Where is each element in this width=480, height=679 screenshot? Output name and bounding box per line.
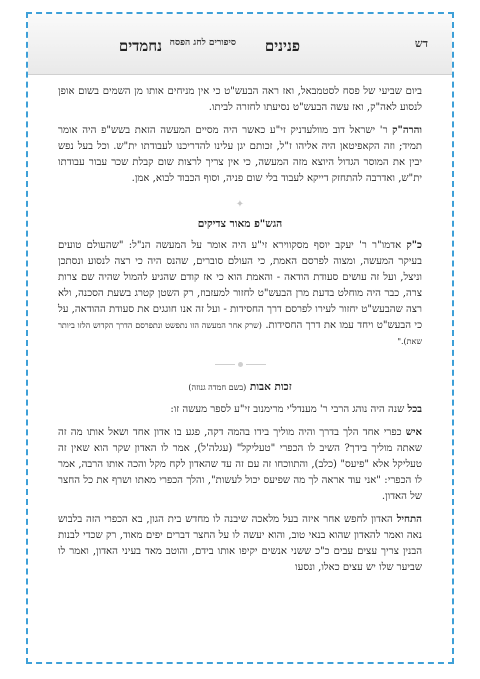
paragraph-opening: בכל xyxy=(407,404,422,415)
section-divider xyxy=(58,357,422,379)
paragraph-opening: איש xyxy=(405,427,423,438)
paragraph-note: (שרק אחר המעשה הזו נתפשט ונתפרסם הדרך הקדוש הלזו ביותר שאת)." xyxy=(58,321,422,346)
book-subtitle: סיפורים לחג הפסח xyxy=(169,38,236,48)
paragraph: איש כפרי אחד הלך בדרך והיה מוליך בידו בהמה דקה, פגע בו אדון אחד ושאל אותו מה זה שאתה מוליך בידך? השיב לו הכפרי "טעליקל" (עגלה'ל), אמר לו האדון שקר הוא שאין זה טעליקל אלא "פיעס" (כלב), והתווכחו זה עם זה עד שהאדון לקח מקל והכה אותו הרבה, אמר לו הכפרי: "אני עוד אראה לך מה שפיעס יכול לעשות", והלך הכפרי מאתו ושרף את כל החצר של האדון. xyxy=(58,427,423,502)
paragraph: והרה"ק ר' ישראל דוב מוולעדניק זי"ע כאשר היה מסיים המעשה הזאת בשש"פ היה אומר תמיד; וזה הקאפיטאן היה אליהו ז"ל, זכותם יגן עלינו להדריכנו לעבודתו ית"ש. וכל בעל נפש יבין את המוסר הגדול היוצא מזה המעשה, כי אין צריך לרצות שום קבלת שכר עבור עבודתו ית"ש, ואדרבה להתחזק דייקא לעבוד בלי שום פניה, וסוף הכבוד לבוא, אמן. xyxy=(58,125,422,184)
paragraph: ביום שביעי של פסח לסטמבאל, ואז ראה הבעש"ט כי אין מניחים אותו מן השמים בשום אופן לנסוע לאה"ק, ואז עשה הבעש"ט נסיעתו לחזרה לביתו. xyxy=(58,86,422,113)
dot-ornament-icon xyxy=(238,362,243,367)
section-note: (בשם חמדה גנוזה) xyxy=(188,383,247,392)
book-topic: נחמדים xyxy=(118,37,162,55)
page-label: דש xyxy=(414,37,428,50)
running-header xyxy=(28,14,452,75)
paragraph-opening: התחיל xyxy=(396,514,422,525)
diamond-ornament-icon: ✦ xyxy=(235,199,245,210)
paragraph: כ"ק אדמו"ר ר' יעקב יוסף מסקווירא זי"ע היה אומר על המעשה הנ"ל: "שהעולם טועים בעיקר המעשה, ומצוה לפרסם האמת, כי העולם סוברים, שהנס היה כי רצה לנסוע ונסתכן וניצל, ועל זה עושים סעודת הודאה - והאמת הוא כי אז קודם שהגיע להמול שהיה שם צרות צרה, כבר היה מוחלט בדעת מרן הבעש"ט לחזור למעזבוז, רק השטן קטרג בשעת הסכנה, ולא רצה שהבעש"ט יחזור לעירו לפרסם דרך החסידות - ועל זה אנו חוגגים את סעודת ההודאה, על כי הבעש"ט ויחד עמו את דרך החסידות. (שרק אחר המעשה הזו נתפשט ונתפרסם הדרך הקדוש הלזו ביותר שאת)." xyxy=(58,240,423,346)
section-title: זכות אבות (בשם חמדה גנוזה) xyxy=(188,381,292,393)
paragraph: בכל שנה היה נוהג הרבי ר' מענדל'י מרימנוב זי"ע לספר מעשה זו: xyxy=(170,404,422,415)
book-title: פנינים xyxy=(264,37,300,55)
paragraph-opening: והרה"ק xyxy=(392,125,422,136)
paragraph-opening: כ"ק xyxy=(406,240,422,251)
section-title: הגש"פ מאור צדיקים xyxy=(197,218,283,230)
section-divider xyxy=(58,194,422,216)
page-content xyxy=(58,84,422,576)
paragraph: התחיל האדון לחפש אחר איזה בעל מלאכה שיבנה לו מחדש בית הגון, בא הכפרי הזה בלבוש נאה ואמר להאדון שהוא בנאי טוב, והוא יעשה לו על החצר דברים יפים מאוד, רק שכדי לבנות הבנין צריך עצים עבים כ"כ ששני אנשים יקיפו אותו בידם, והוטב מאד בעיני האדון, ואמר לו שביער שלו יש עצים כאלו, ונסעו xyxy=(58,514,422,573)
